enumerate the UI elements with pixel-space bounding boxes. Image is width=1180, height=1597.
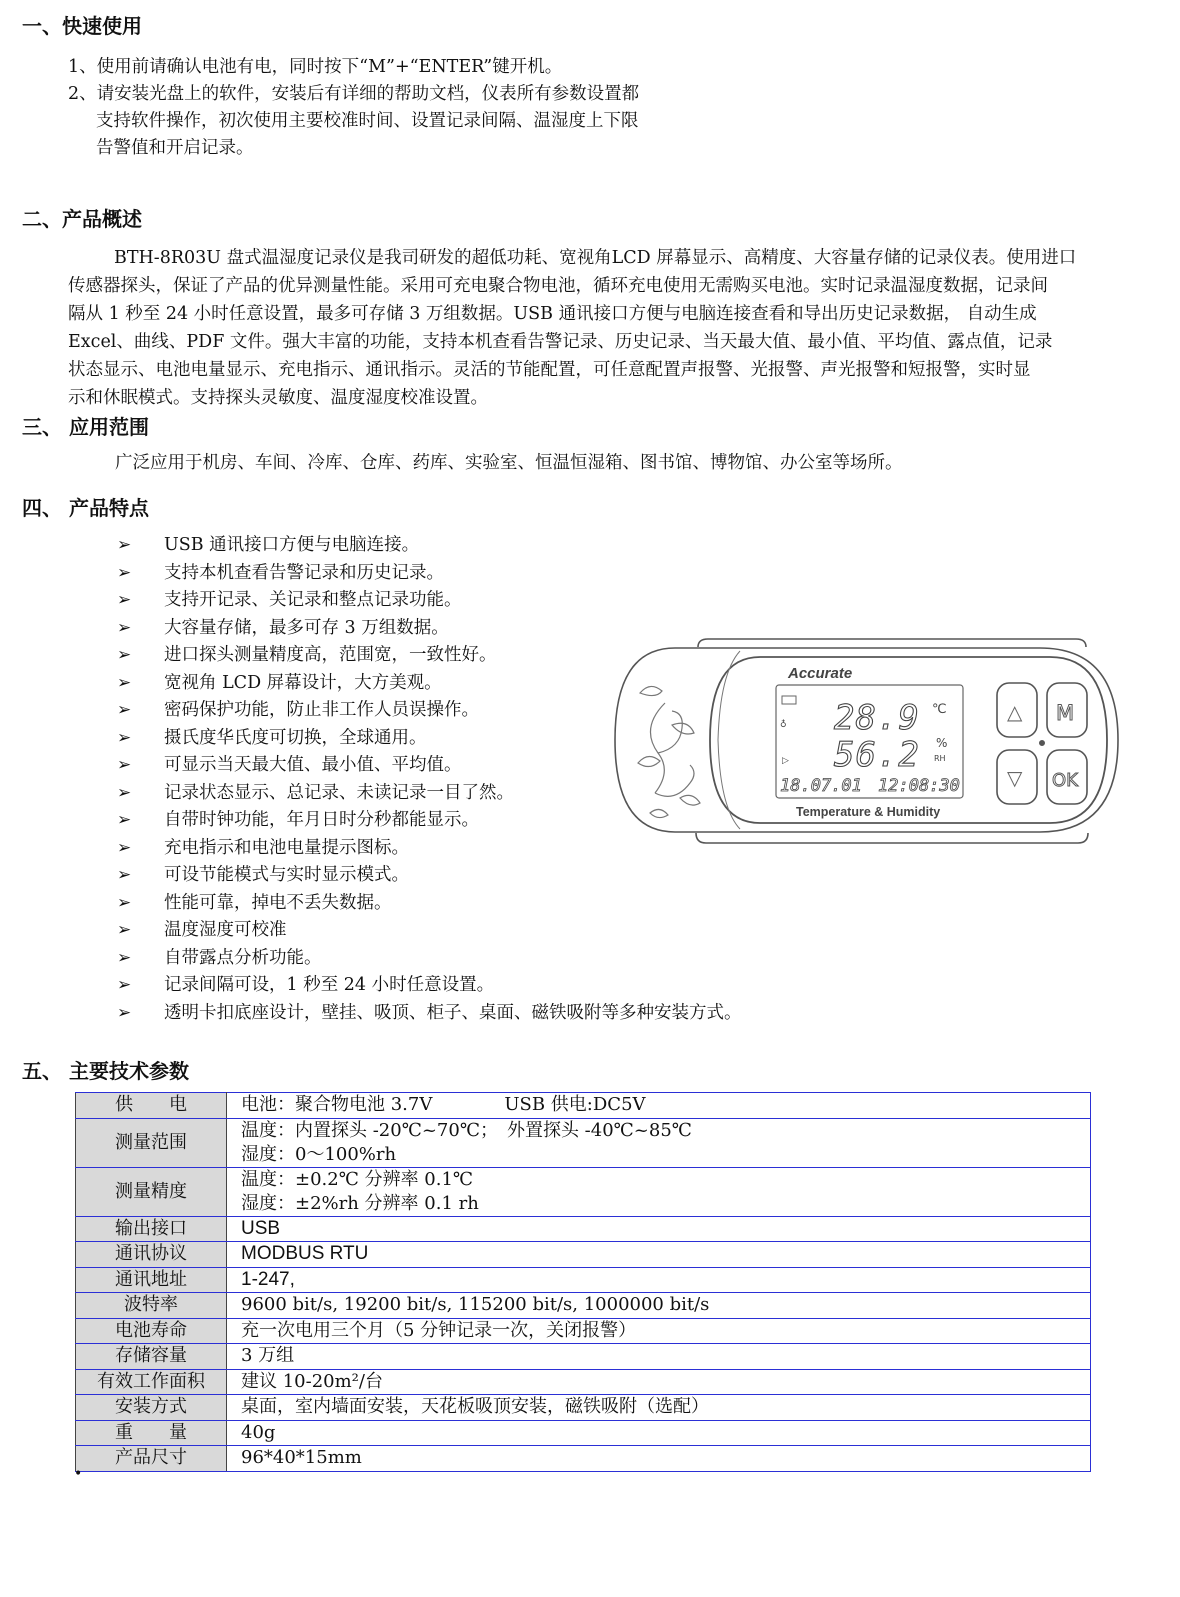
lcd-temperature: 28.9 [834, 698, 920, 738]
overview-line: Excel、曲线、PDF 文件。强大丰富的功能，支持本机查看告警记录、历史记录、当天最大值、最小值、平均值、露点值，记录 [68, 332, 1053, 352]
spec-row [76, 1369, 1091, 1395]
lcd-time: 12:08:30 [878, 776, 960, 796]
spec-value-line: 温度：±0.2℃ 分辨率 0.1℃ [241, 1168, 474, 1190]
spec-value [227, 1318, 1091, 1344]
section1-item-1: 1、使用前请确认电池有电，同时按下“M”+“ENTER”键开机。 [68, 57, 563, 77]
bullet-arrow-icon: ➢ [117, 755, 132, 775]
feature-text: 温度湿度可校准 [164, 920, 287, 940]
feature-text: 自带时钟功能，年月日时分秒都能显示。 [164, 810, 479, 830]
feature-text: USB 通讯接口方便与电脑连接。 [164, 535, 420, 555]
spec-value [227, 1293, 1091, 1319]
spec-key: 存储容量 [76, 1344, 227, 1370]
feature-item [117, 890, 742, 918]
overview-line: 示和休眠模式。支持探头灵敏度、温度湿度校准设置。 [68, 388, 488, 408]
up-arrow-icon: △ [1007, 700, 1023, 724]
section1-title: 一、快速使用 [22, 14, 142, 38]
bullet-arrow-icon: ➢ [117, 672, 132, 693]
feature-text: 透明卡扣底座设计，壁挂、吸顶、柜子、桌面、磁铁吸附等多种安装方式。 [164, 1002, 742, 1023]
section5-title: 五、 主要技术参数 [22, 1059, 189, 1083]
feature-text: 可设节能模式与实时显示模式。 [164, 865, 409, 885]
spec-row [76, 1318, 1091, 1344]
spec-row [76, 1093, 1091, 1119]
spec-key: 产品尺寸 [76, 1446, 227, 1472]
spec-value-line: 96*40*15mm [241, 1447, 362, 1469]
spec-value [227, 1395, 1091, 1421]
section2-title: 二、产品概述 [22, 207, 142, 231]
spec-row [76, 1344, 1091, 1370]
feature-item [117, 862, 742, 890]
feature-item [117, 945, 742, 973]
spec-value [227, 1420, 1091, 1446]
spec-row [76, 1242, 1091, 1268]
device-top-clip [698, 639, 1086, 647]
feature-text: 性能可靠，掉电不丢失数据。 [164, 892, 392, 913]
feature-text: 充电指示和电池电量提示图标。 [164, 837, 409, 858]
feature-text: 支持开记录、关记录和整点记录功能。 [164, 590, 462, 610]
spec-key: 电池寿命 [76, 1318, 227, 1344]
spec-value [227, 1344, 1091, 1370]
bullet-arrow-icon: ➢ [117, 782, 132, 803]
spec-table [75, 1092, 1091, 1472]
spec-key: 有效工作面积 [76, 1369, 227, 1395]
spec-value-line: 湿度：0～100%rh [241, 1143, 397, 1165]
feature-text: 自带露点分析功能。 [164, 947, 322, 968]
bullet-arrow-icon: ➢ [117, 727, 132, 748]
svg-text:▷: ▷ [782, 756, 789, 766]
bullet-arrow-icon: ➢ [117, 562, 132, 583]
spec-value [227, 1446, 1091, 1472]
spec-row [76, 1216, 1091, 1242]
overview-line: 状态显示、电池电量显示、充电指示、通讯指示。灵活的节能配置，可任意配置声报警、光报警、声光报警和短报警，实时显 [68, 360, 1031, 380]
bullet-arrow-icon: ➢ [117, 535, 132, 555]
feature-text: 进口探头测量精度高，范围宽，一致性好。 [164, 645, 497, 665]
lcd-temp-unit: ℃ [932, 702, 947, 717]
lcd-hum-unit: % [936, 736, 948, 750]
section4-title: 四、 产品特点 [22, 496, 149, 520]
spec-value-line: 9600 bit/s, 19200 bit/s, 115200 bit/s, 1000000 bit/s [241, 1294, 710, 1316]
feature-item [117, 1000, 742, 1028]
spec-row [76, 1293, 1091, 1319]
bullet-arrow-icon: ➢ [117, 810, 132, 830]
feature-item [117, 560, 742, 588]
spec-key: 供 电 [76, 1093, 227, 1119]
spec-row [76, 1395, 1091, 1421]
spec-key: 测量范围 [76, 1118, 227, 1167]
spec-key: 安装方式 [76, 1395, 227, 1421]
spec-value [227, 1093, 1091, 1119]
section3-text: 广泛应用于机房、车间、冷库、仓库、药库、实验室、恒温恒湿箱、图书馆、博物馆、办公室等场所。 [115, 453, 903, 473]
bullet-arrow-icon: ➢ [117, 865, 132, 885]
spec-row [76, 1420, 1091, 1446]
overview-line: 隔从 1 秒至 24 小时任意设置，最多可存储 3 万组数据。USB 通讯接口方便与电脑连接查看和导出历史记录数据， 自动生成 [68, 304, 1037, 324]
section2-paragraph [68, 244, 1156, 412]
spec-value-line: MODBUS RTU [241, 1243, 369, 1265]
ok-key-label: OK [1052, 770, 1078, 791]
feature-text: 摄氏度华氏度可切换，全球通用。 [164, 727, 427, 748]
spec-row [76, 1167, 1091, 1216]
feature-item [117, 532, 742, 560]
svg-text:♁: ♁ [780, 720, 787, 730]
section3-title: 三、 应用范围 [22, 415, 149, 439]
bullet-arrow-icon: ➢ [117, 590, 132, 610]
bullet-arrow-icon: ➢ [117, 617, 132, 638]
floral-decoration [638, 686, 700, 817]
feature-text: 可显示当天最大值、最小值、平均值。 [164, 755, 462, 775]
spec-value [227, 1167, 1091, 1216]
bullet-arrow-icon: ➢ [117, 892, 132, 913]
feature-text: 记录状态显示、总记录、未读记录一目了然。 [164, 782, 514, 803]
spec-key: 通讯地址 [76, 1267, 227, 1293]
spec-value [227, 1267, 1091, 1293]
stray-bullet: • [74, 1466, 83, 1482]
spec-value-line: 充一次电用三个月（5 分钟记录一次，关闭报警） [241, 1319, 637, 1341]
bullet-arrow-icon: ➢ [117, 700, 132, 720]
spec-key: 输出接口 [76, 1216, 227, 1242]
spec-value [227, 1118, 1091, 1167]
lcd-date: 18.07.01 [780, 776, 862, 796]
spec-value-line: 40g [241, 1421, 276, 1443]
spec-row [76, 1267, 1091, 1293]
spec-value-line: 湿度：±2%rh 分辨率 0.1 rh [241, 1192, 479, 1214]
overview-line: 传感器探头，保证了产品的优异测量性能。采用可充电聚合物电池，循环充电使用无需购买电池。实时记录温湿度数据，记录间 [68, 276, 1048, 296]
feature-text: 支持本机查看告警记录和历史记录。 [164, 562, 444, 583]
spec-value-line: 桌面，室内墙面安装，天花板吸顶安装，磁铁吸附（选配） [241, 1396, 709, 1418]
bullet-arrow-icon: ➢ [117, 837, 132, 858]
device-bottom-clip [696, 833, 1088, 843]
bullet-arrow-icon: ➢ [117, 975, 132, 995]
lcd-hum-unit-rh: RH [934, 754, 946, 763]
feature-text: 密码保护功能，防止非工作人员误操作。 [164, 700, 479, 720]
bullet-arrow-icon: ➢ [117, 645, 132, 665]
overview-line: BTH-8R03U 盘式温湿度记录仪是我司研发的超低功耗、宽视角LCD 屏幕显示、高精度、大容量存储的记录仪表。使用进口 [114, 248, 1077, 268]
bullet-arrow-icon: ➢ [117, 920, 132, 940]
section1-item-2: 2、请安装光盘上的软件，安装后有详细的帮助文档，仪表所有参数设置都 [68, 84, 640, 104]
spec-row [76, 1118, 1091, 1167]
feature-text: 宽视角 LCD 屏幕设计，大方美观。 [164, 672, 442, 693]
spec-value [227, 1216, 1091, 1242]
spec-key: 测量精度 [76, 1167, 227, 1216]
spec-row [76, 1446, 1091, 1472]
spec-value-line: 3 万组 [241, 1345, 295, 1367]
feature-text: 大容量存储，最多可存 3 万组数据。 [164, 617, 449, 638]
bullet-arrow-icon: ➢ [117, 947, 132, 968]
device-brand: Accurate [788, 665, 853, 682]
device-caption: Temperature & Humidity [796, 805, 941, 819]
m-key-label: M [1056, 701, 1075, 725]
device-image [610, 633, 1120, 848]
feature-text: 记录间隔可设，1 秒至 24 小时任意设置。 [164, 975, 495, 995]
feature-item [117, 587, 742, 615]
spec-value-line: 1-247, [241, 1268, 295, 1290]
spec-value-line: 建议 10-20m²/台 [241, 1370, 383, 1392]
spec-key: 重 量 [76, 1420, 227, 1446]
spec-value [227, 1242, 1091, 1268]
lcd-humidity: 56.2 [834, 735, 920, 775]
spec-key: 波特率 [76, 1293, 227, 1319]
spec-key: 通讯协议 [76, 1242, 227, 1268]
down-arrow-icon: ▽ [1007, 766, 1023, 790]
spec-value-line: USB [241, 1217, 281, 1239]
spec-value [227, 1369, 1091, 1395]
feature-item [117, 917, 742, 945]
section1-item-2-cont2: 告警值和开启记录。 [96, 138, 254, 158]
section1-item-2-cont: 支持软件操作，初次使用主要校准时间、设置记录间隔、温湿度上下限 [96, 111, 639, 131]
bullet-arrow-icon: ➢ [117, 1002, 132, 1023]
spec-value-line: 电池：聚合物电池 3.7V USB 供电:DC5V [241, 1094, 646, 1116]
feature-item [117, 972, 742, 1000]
spec-value-line: 温度：内置探头 -20℃~70℃； 外置探头 -40℃~85℃ [241, 1119, 692, 1141]
